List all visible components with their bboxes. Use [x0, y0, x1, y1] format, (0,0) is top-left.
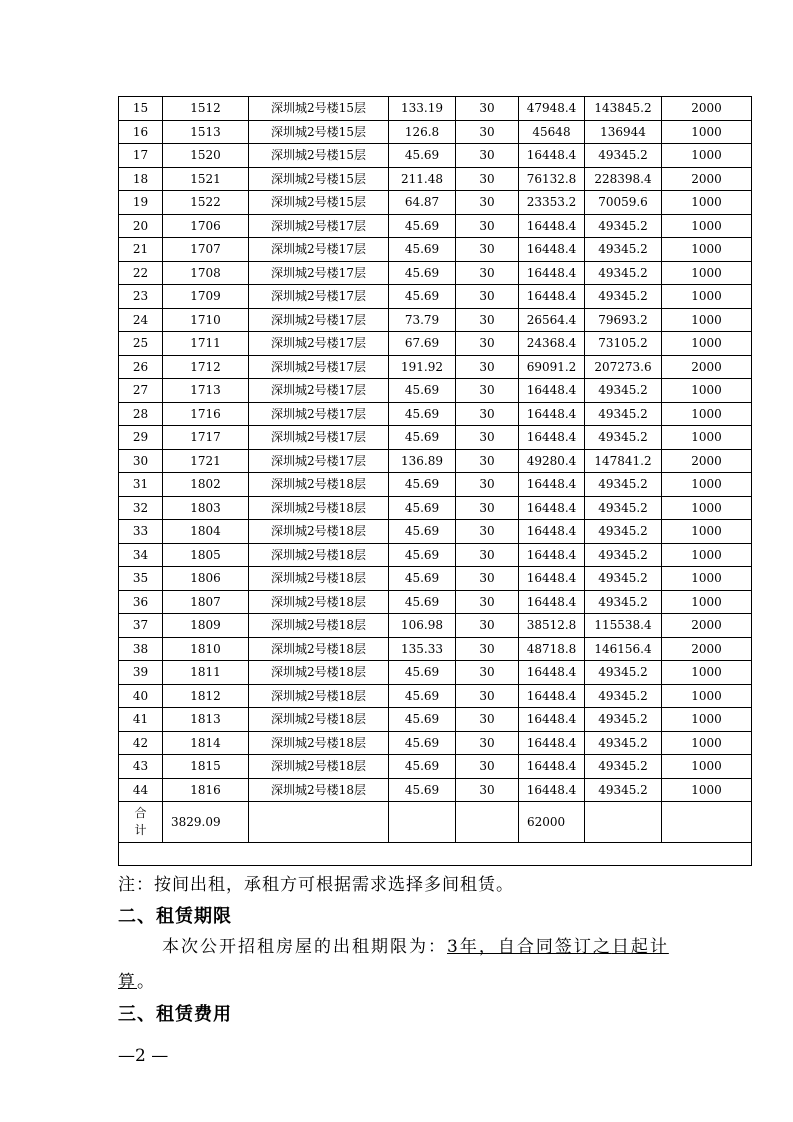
- cell-area: 106.98: [389, 614, 456, 638]
- cell-term: 30: [456, 426, 519, 450]
- cell-term: 30: [456, 708, 519, 732]
- table-row: [119, 449, 752, 473]
- cell-term: 30: [456, 261, 519, 285]
- cell-room-number: 1717: [163, 426, 249, 450]
- cell-annual-rent: 24368.4: [519, 332, 585, 356]
- cell-location: 深圳城2号楼18层: [249, 590, 389, 614]
- cell-total-rent: 49345.2: [585, 543, 662, 567]
- cell-total-rent: 49345.2: [585, 731, 662, 755]
- cell-term: 30: [456, 661, 519, 685]
- cell-area: 67.69: [389, 332, 456, 356]
- cell-area: 64.87: [389, 191, 456, 215]
- cell-location: 深圳城2号楼18层: [249, 567, 389, 591]
- cell-room-number: 1716: [163, 402, 249, 426]
- total-row: [119, 802, 752, 843]
- cell-annual-rent: 16448.4: [519, 543, 585, 567]
- cell-deposit: 1000: [662, 496, 752, 520]
- cell-room-number: 1708: [163, 261, 249, 285]
- cell-row-index: 39: [119, 661, 163, 685]
- cell-room-number: 1521: [163, 167, 249, 191]
- cell-row-index: 34: [119, 543, 163, 567]
- cell-term: 30: [456, 449, 519, 473]
- cell-term: 30: [456, 167, 519, 191]
- cell-term: 30: [456, 684, 519, 708]
- cell-deposit: 1000: [662, 214, 752, 238]
- cell-deposit: 1000: [662, 120, 752, 144]
- cell-term: 30: [456, 473, 519, 497]
- cell-term: 30: [456, 778, 519, 802]
- cell-row-index: 15: [119, 97, 163, 121]
- cell-room-number: 1512: [163, 97, 249, 121]
- blank-row: [119, 843, 752, 866]
- cell-total-rent: 49345.2: [585, 261, 662, 285]
- cell-area: 45.69: [389, 214, 456, 238]
- cell-deposit: 1000: [662, 778, 752, 802]
- cell-row-index: 16: [119, 120, 163, 144]
- cell-area: 45.69: [389, 543, 456, 567]
- cell-room-number: 1809: [163, 614, 249, 638]
- cell-location: 深圳城2号楼18层: [249, 661, 389, 685]
- cell-location: 深圳城2号楼18层: [249, 778, 389, 802]
- cell-deposit: 1000: [662, 731, 752, 755]
- cell-room-number: 1806: [163, 567, 249, 591]
- section-heading-lease-term: 二、租赁期限: [118, 906, 232, 927]
- cell-row-index: 23: [119, 285, 163, 309]
- cell-term: 30: [456, 731, 519, 755]
- cell-deposit: 1000: [662, 567, 752, 591]
- cell-annual-rent: 16448.4: [519, 402, 585, 426]
- cell-term: 30: [456, 520, 519, 544]
- cell-annual-rent: 16448.4: [519, 379, 585, 403]
- cell-row-index: 20: [119, 214, 163, 238]
- table-row: [119, 661, 752, 685]
- cell-row-index: 27: [119, 379, 163, 403]
- cell-area: 211.48: [389, 167, 456, 191]
- cell-annual-rent: 45648: [519, 120, 585, 144]
- cell-annual-rent: 16448.4: [519, 684, 585, 708]
- cell-row-index: 38: [119, 637, 163, 661]
- cell-deposit: 1000: [662, 285, 752, 309]
- cell-area: 136.89: [389, 449, 456, 473]
- cell-row-index: 30: [119, 449, 163, 473]
- cell-location: 深圳城2号楼17层: [249, 308, 389, 332]
- cell-term: 30: [456, 120, 519, 144]
- cell-room-number: 1813: [163, 708, 249, 732]
- cell-row-index: 21: [119, 238, 163, 262]
- total-area: 3829.09: [163, 802, 249, 843]
- cell-location: 深圳城2号楼15层: [249, 97, 389, 121]
- cell-annual-rent: 16448.4: [519, 778, 585, 802]
- cell-row-index: 24: [119, 308, 163, 332]
- cell-deposit: 2000: [662, 97, 752, 121]
- cell-deposit: 1000: [662, 708, 752, 732]
- table-row: [119, 426, 752, 450]
- cell-location: 深圳城2号楼17层: [249, 355, 389, 379]
- table-row: [119, 520, 752, 544]
- cell-annual-rent: 16448.4: [519, 731, 585, 755]
- cell-row-index: 32: [119, 496, 163, 520]
- cell-total-rent: 49345.2: [585, 214, 662, 238]
- table-row: [119, 567, 752, 591]
- cell-deposit: 1000: [662, 238, 752, 262]
- cell-deposit: 1000: [662, 261, 752, 285]
- cell-annual-rent: 16448.4: [519, 144, 585, 168]
- cell-annual-rent: 16448.4: [519, 473, 585, 497]
- cell-row-index: 35: [119, 567, 163, 591]
- cell-row-index: 31: [119, 473, 163, 497]
- cell-area: 73.79: [389, 308, 456, 332]
- cell-location: 深圳城2号楼18层: [249, 520, 389, 544]
- cell-area: 45.69: [389, 731, 456, 755]
- cell-room-number: 1803: [163, 496, 249, 520]
- cell-deposit: 2000: [662, 355, 752, 379]
- cell-annual-rent: 16448.4: [519, 590, 585, 614]
- cell-total-rent: 49345.2: [585, 684, 662, 708]
- cell-annual-rent: 16448.4: [519, 496, 585, 520]
- cell-row-index: 26: [119, 355, 163, 379]
- cell-area: 45.69: [389, 473, 456, 497]
- cell-total-rent: 49345.2: [585, 285, 662, 309]
- cell-area: 126.8: [389, 120, 456, 144]
- cell-term: 30: [456, 332, 519, 356]
- cell-location: 深圳城2号楼17层: [249, 285, 389, 309]
- cell-annual-rent: 16448.4: [519, 661, 585, 685]
- cell-total-rent: 115538.4: [585, 614, 662, 638]
- total-value: 62000: [519, 802, 585, 843]
- cell-term: 30: [456, 590, 519, 614]
- cell-deposit: 1000: [662, 426, 752, 450]
- cell-row-index: 28: [119, 402, 163, 426]
- cell-deposit: 1000: [662, 661, 752, 685]
- cell-area: 45.69: [389, 496, 456, 520]
- cell-area: 45.69: [389, 402, 456, 426]
- cell-area: 135.33: [389, 637, 456, 661]
- cell-room-number: 1811: [163, 661, 249, 685]
- cell-annual-rent: 16448.4: [519, 261, 585, 285]
- cell-location: 深圳城2号楼15层: [249, 167, 389, 191]
- cell-term: 30: [456, 285, 519, 309]
- table-row: [119, 191, 752, 215]
- cell-area: 45.69: [389, 661, 456, 685]
- table-row: [119, 285, 752, 309]
- cell-room-number: 1711: [163, 332, 249, 356]
- cell-row-index: 18: [119, 167, 163, 191]
- table-row: [119, 402, 752, 426]
- cell-total-rent: 49345.2: [585, 590, 662, 614]
- cell-total-rent: 49345.2: [585, 402, 662, 426]
- cell-room-number: 1815: [163, 755, 249, 779]
- table-row: [119, 214, 752, 238]
- cell-term: 30: [456, 637, 519, 661]
- cell-location: 深圳城2号楼18层: [249, 755, 389, 779]
- cell-annual-rent: 16448.4: [519, 426, 585, 450]
- cell-annual-rent: 38512.8: [519, 614, 585, 638]
- cell-row-index: 17: [119, 144, 163, 168]
- cell-location: 深圳城2号楼17层: [249, 238, 389, 262]
- table-row: [119, 261, 752, 285]
- cell-area: 45.69: [389, 426, 456, 450]
- table-row: [119, 614, 752, 638]
- table-row: [119, 755, 752, 779]
- lease-term-paragraph: 本次公开招租房屋的出租期限为：3年，自合同签订之日起计算。: [118, 937, 669, 992]
- cell-location: 深圳城2号楼15层: [249, 120, 389, 144]
- cell-term: 30: [456, 144, 519, 168]
- cell-location: 深圳城2号楼18层: [249, 684, 389, 708]
- cell-room-number: 1712: [163, 355, 249, 379]
- cell-room-number: 1709: [163, 285, 249, 309]
- cell-deposit: 1000: [662, 308, 752, 332]
- cell-area: 45.69: [389, 755, 456, 779]
- cell-location: 深圳城2号楼15层: [249, 144, 389, 168]
- cell-area: 45.69: [389, 261, 456, 285]
- cell-annual-rent: 16448.4: [519, 755, 585, 779]
- cell-total-rent: 143845.2: [585, 97, 662, 121]
- cell-deposit: 2000: [662, 167, 752, 191]
- cell-area: 45.69: [389, 520, 456, 544]
- cell-row-index: 19: [119, 191, 163, 215]
- cell-term: 30: [456, 97, 519, 121]
- table-row: [119, 379, 752, 403]
- cell-location: 深圳城2号楼17层: [249, 426, 389, 450]
- total-empty-cell: [662, 802, 752, 843]
- cell-area: 133.19: [389, 97, 456, 121]
- table-row: [119, 731, 752, 755]
- table-row: [119, 120, 752, 144]
- cell-total-rent: 136944: [585, 120, 662, 144]
- cell-total-rent: 79693.2: [585, 308, 662, 332]
- cell-deposit: 1000: [662, 379, 752, 403]
- cell-location: 深圳城2号楼18层: [249, 708, 389, 732]
- cell-area: 191.92: [389, 355, 456, 379]
- cell-location: 深圳城2号楼17层: [249, 214, 389, 238]
- cell-term: 30: [456, 496, 519, 520]
- cell-term: 30: [456, 238, 519, 262]
- cell-total-rent: 49345.2: [585, 661, 662, 685]
- cell-total-rent: 49345.2: [585, 708, 662, 732]
- cell-row-index: 41: [119, 708, 163, 732]
- cell-term: 30: [456, 755, 519, 779]
- cell-row-index: 25: [119, 332, 163, 356]
- cell-deposit: 2000: [662, 449, 752, 473]
- cell-deposit: 1000: [662, 473, 752, 497]
- cell-location: 深圳城2号楼17层: [249, 379, 389, 403]
- cell-total-rent: 49345.2: [585, 567, 662, 591]
- rental-table: [118, 96, 752, 866]
- cell-total-rent: 70059.6: [585, 191, 662, 215]
- table-row: [119, 778, 752, 802]
- cell-row-index: 44: [119, 778, 163, 802]
- cell-location: 深圳城2号楼18层: [249, 731, 389, 755]
- table-row: [119, 238, 752, 262]
- cell-room-number: 1814: [163, 731, 249, 755]
- cell-room-number: 1816: [163, 778, 249, 802]
- cell-annual-rent: 76132.8: [519, 167, 585, 191]
- table-row: [119, 144, 752, 168]
- total-empty-cell: [249, 802, 389, 843]
- cell-term: 30: [456, 308, 519, 332]
- cell-area: 45.69: [389, 285, 456, 309]
- cell-room-number: 1706: [163, 214, 249, 238]
- cell-area: 45.69: [389, 238, 456, 262]
- cell-total-rent: 49345.2: [585, 473, 662, 497]
- cell-location: 深圳城2号楼18层: [249, 637, 389, 661]
- cell-room-number: 1520: [163, 144, 249, 168]
- cell-annual-rent: 16448.4: [519, 238, 585, 262]
- cell-area: 45.69: [389, 567, 456, 591]
- table-row: [119, 637, 752, 661]
- cell-row-index: 33: [119, 520, 163, 544]
- cell-row-index: 29: [119, 426, 163, 450]
- table-row: [119, 97, 752, 121]
- cell-total-rent: 49345.2: [585, 144, 662, 168]
- cell-row-index: 22: [119, 261, 163, 285]
- cell-total-rent: 207273.6: [585, 355, 662, 379]
- cell-location: 深圳城2号楼18层: [249, 473, 389, 497]
- cell-deposit: 1000: [662, 191, 752, 215]
- cell-total-rent: 49345.2: [585, 778, 662, 802]
- section-heading-lease-fee: 三、租赁费用: [118, 1004, 232, 1025]
- cell-total-rent: 49345.2: [585, 238, 662, 262]
- cell-row-index: 37: [119, 614, 163, 638]
- cell-deposit: 1000: [662, 332, 752, 356]
- cell-annual-rent: 26564.4: [519, 308, 585, 332]
- cell-term: 30: [456, 355, 519, 379]
- cell-location: 深圳城2号楼18层: [249, 614, 389, 638]
- cell-total-rent: 146156.4: [585, 637, 662, 661]
- cell-annual-rent: 16448.4: [519, 214, 585, 238]
- cell-row-index: 40: [119, 684, 163, 708]
- cell-room-number: 1802: [163, 473, 249, 497]
- cell-term: 30: [456, 614, 519, 638]
- cell-area: 45.69: [389, 708, 456, 732]
- cell-term: 30: [456, 543, 519, 567]
- cell-room-number: 1710: [163, 308, 249, 332]
- cell-room-number: 1721: [163, 449, 249, 473]
- cell-total-rent: 49345.2: [585, 520, 662, 544]
- table-row: [119, 496, 752, 520]
- page-number: —2 —: [118, 1046, 169, 1066]
- cell-room-number: 1707: [163, 238, 249, 262]
- cell-term: 30: [456, 379, 519, 403]
- cell-location: 深圳城2号楼17层: [249, 449, 389, 473]
- cell-annual-rent: 16448.4: [519, 708, 585, 732]
- cell-location: 深圳城2号楼17层: [249, 402, 389, 426]
- cell-row-index: 42: [119, 731, 163, 755]
- cell-row-index: 36: [119, 590, 163, 614]
- cell-deposit: 1000: [662, 543, 752, 567]
- cell-total-rent: 147841.2: [585, 449, 662, 473]
- cell-area: 45.69: [389, 684, 456, 708]
- cell-area: 45.69: [389, 590, 456, 614]
- cell-deposit: 1000: [662, 684, 752, 708]
- cell-area: 45.69: [389, 144, 456, 168]
- total-label: 合 计: [119, 802, 163, 843]
- cell-deposit: 2000: [662, 614, 752, 638]
- table-row: [119, 684, 752, 708]
- cell-area: 45.69: [389, 778, 456, 802]
- table-row: [119, 708, 752, 732]
- table-row: [119, 355, 752, 379]
- cell-term: 30: [456, 567, 519, 591]
- cell-annual-rent: 69091.2: [519, 355, 585, 379]
- cell-annual-rent: 49280.4: [519, 449, 585, 473]
- cell-deposit: 1000: [662, 402, 752, 426]
- cell-room-number: 1522: [163, 191, 249, 215]
- cell-row-index: 43: [119, 755, 163, 779]
- cell-deposit: 1000: [662, 590, 752, 614]
- cell-location: 深圳城2号楼17层: [249, 261, 389, 285]
- cell-deposit: 1000: [662, 520, 752, 544]
- cell-deposit: 2000: [662, 637, 752, 661]
- total-empty-cell: [389, 802, 456, 843]
- table-row: [119, 473, 752, 497]
- cell-annual-rent: 16448.4: [519, 567, 585, 591]
- cell-room-number: 1807: [163, 590, 249, 614]
- cell-term: 30: [456, 191, 519, 215]
- cell-total-rent: 49345.2: [585, 496, 662, 520]
- cell-annual-rent: 16448.4: [519, 520, 585, 544]
- cell-total-rent: 49345.2: [585, 379, 662, 403]
- cell-room-number: 1812: [163, 684, 249, 708]
- cell-annual-rent: 16448.4: [519, 285, 585, 309]
- cell-room-number: 1805: [163, 543, 249, 567]
- table-row: [119, 590, 752, 614]
- blank-cell: [119, 843, 752, 866]
- total-empty-cell: [456, 802, 519, 843]
- cell-location: 深圳城2号楼17层: [249, 332, 389, 356]
- cell-location: 深圳城2号楼18层: [249, 496, 389, 520]
- cell-room-number: 1810: [163, 637, 249, 661]
- cell-annual-rent: 23353.2: [519, 191, 585, 215]
- cell-total-rent: 49345.2: [585, 426, 662, 450]
- table-body: [119, 97, 752, 802]
- cell-total-rent: 49345.2: [585, 755, 662, 779]
- table-row: [119, 543, 752, 567]
- table-row: [119, 167, 752, 191]
- table-note: 注：按间出租，承租方可根据需求选择多间租赁。: [118, 875, 514, 895]
- cell-term: 30: [456, 214, 519, 238]
- cell-annual-rent: 48718.8: [519, 637, 585, 661]
- cell-room-number: 1804: [163, 520, 249, 544]
- cell-area: 45.69: [389, 379, 456, 403]
- cell-total-rent: 73105.2: [585, 332, 662, 356]
- cell-location: 深圳城2号楼15层: [249, 191, 389, 215]
- cell-total-rent: 228398.4: [585, 167, 662, 191]
- cell-deposit: 1000: [662, 144, 752, 168]
- cell-term: 30: [456, 402, 519, 426]
- table-row: [119, 332, 752, 356]
- cell-location: 深圳城2号楼18层: [249, 543, 389, 567]
- cell-annual-rent: 47948.4: [519, 97, 585, 121]
- cell-room-number: 1713: [163, 379, 249, 403]
- table-row: [119, 308, 752, 332]
- total-empty-cell: [585, 802, 662, 843]
- cell-room-number: 1513: [163, 120, 249, 144]
- cell-deposit: 1000: [662, 755, 752, 779]
